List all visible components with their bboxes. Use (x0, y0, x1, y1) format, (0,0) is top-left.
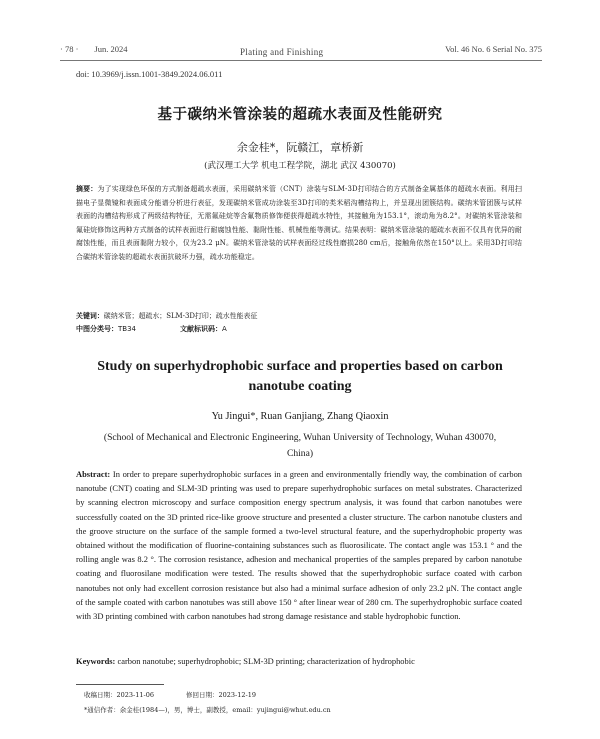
page-number: · 78 · (60, 44, 79, 54)
chinese-title: 基于碳纳米管涂装的超疏水表面及性能研究 (157, 107, 443, 123)
chinese-abstract (76, 183, 522, 264)
footnote-divider (76, 684, 164, 685)
english-title: Study on superhydrophobic surface and properties based on carbon nanotube coating (97, 359, 503, 394)
english-abstract (76, 467, 522, 623)
received-date: 2023-11-06 (116, 691, 154, 699)
corresponding-author-note: *通信作者：余金桂(1984—)，男，博士，副教授，email：yujingui@whut.edu.cn (84, 706, 331, 714)
chinese-abstract-text: 为了实现绿色环保的方式制备超疏水表面，采用碳纳米管（CNT）涂装与SLM-3D打印结合的方式制备金属基体的超疏水表面。利用扫描电子显微镜和表面成分能谱分析进行表征，发现碳纳米管成功涂装至3D打印的类米稻沟槽结构上，并呈现出团簇结构。碳纳米管团簇与试样表面的沟槽结构形成了两级结构特征，无需氟硅烷等含氟物质修饰便获得超疏水特性，其接触角为153.1°，滚动角为8.2°。对碳纳米管涂装和氟硅烷修饰这两种方式制备的试样表面进行耐腐蚀性能、黏附性能、机械性能等测试。结果表明：碳纳米管涂装的超疏水表面不仅具有优异的耐腐蚀性能，而且表面黏附力较小，仅为23.2 μN。碳纳米管涂装的试样表面经过线性磨损280 cm后，接触角依然在150°以上。采用3D打印结合碳纳米管涂装的超疏水表面抗破坏力强，疏水功能稳定。 (76, 185, 522, 261)
class-number-value: TB34 (118, 325, 136, 333)
english-keywords (76, 656, 522, 666)
issue-date: Jun. 2024 (94, 44, 128, 54)
header-divider (60, 60, 542, 61)
chinese-abstract-label: 摘要： (76, 185, 98, 193)
volume-info: Vol. 46 No. 6 Serial No. 375 (445, 44, 542, 54)
chinese-keywords-label: 关键词： (76, 312, 104, 320)
english-keywords-label: Keywords: (76, 656, 116, 666)
chinese-affiliation: (武汉理工大学 机电工程学院，湖北 武汉 430070) (204, 161, 396, 171)
journal-name: Plating and Finishing (240, 47, 324, 57)
doc-code-value: A (222, 325, 227, 333)
english-abstract-text: In order to prepare superhydrophobic surfaces in a green and environmentally friendly way, the combination of carbon nanotube (CNT) coating and SLM-3D printing was used to prepare superhydrophobic surfaces on metal substrates. Characterized by scanning electron microscopy and surface composition energy spectrum analysis, it was found that carbon nanotubes were successfully coated on the 3D printed rice-like groove structure and presented a cluster structure. The carbon nanotube clusters and the groove structure on the surface of the sample formed a two-level structural feature, and the superhydrophobic property was obtained without the modification of fluorine-containing substances such as fluorosilicate. The contact angle was 153.1 ° and the rolling angle was 8.2 °. The corrosion resistance, adhesion and mechanical properties of the samples prepared by carbon nanotube coating and fluorosilane modification were tested. The results showed that the superhydrophobic surface coated with carbon nanotubes not only had excellent corrosion resistance but also had a minimal surface adhesion of only 23.2 μN. The contact angle of the sample coated with carbon nanotubes was still above 150 ° after linear wear of 280 cm. The superhydrophobic surface coated with 3D printing combined with carbon nanotubes had strong damage resistance and stable hydrophobic function. (76, 469, 523, 622)
chinese-keywords-text: 碳纳米管；超疏水；SLM-3D打印；疏水性能表征 (103, 312, 258, 320)
dates-line (84, 688, 331, 703)
english-authors: Yu Jingui*, Ruan Ganjiang, Zhang Qiaoxin (211, 411, 389, 422)
class-number-label: 中图分类号： (76, 325, 118, 333)
revised-label: 修回日期： (185, 691, 219, 699)
classification-line (76, 324, 271, 334)
english-abstract-label: Abstract: (76, 469, 111, 479)
header-left (60, 44, 143, 54)
running-header (60, 42, 542, 60)
footnotes (84, 688, 331, 718)
revised-date: 2023-12-19 (218, 691, 256, 699)
doi: doi: 10.3969/j.issn.1001-3849.2024.06.011 (76, 69, 223, 79)
doc-code-label: 文献标识码： (180, 325, 222, 333)
chinese-keywords (76, 310, 522, 320)
chinese-authors: 余金桂*，阮赣江，章桥新 (236, 141, 364, 154)
english-affiliation: (School of Mechanical and Electronic Engineering, Wuhan University of Technology, Wuhan 430070, China) (103, 432, 497, 459)
english-keywords-text: carbon nanotube; superhydrophobic; SLM-3D printing; characterization of hydrophobic (117, 656, 415, 666)
received-label: 收稿日期： (84, 691, 117, 699)
